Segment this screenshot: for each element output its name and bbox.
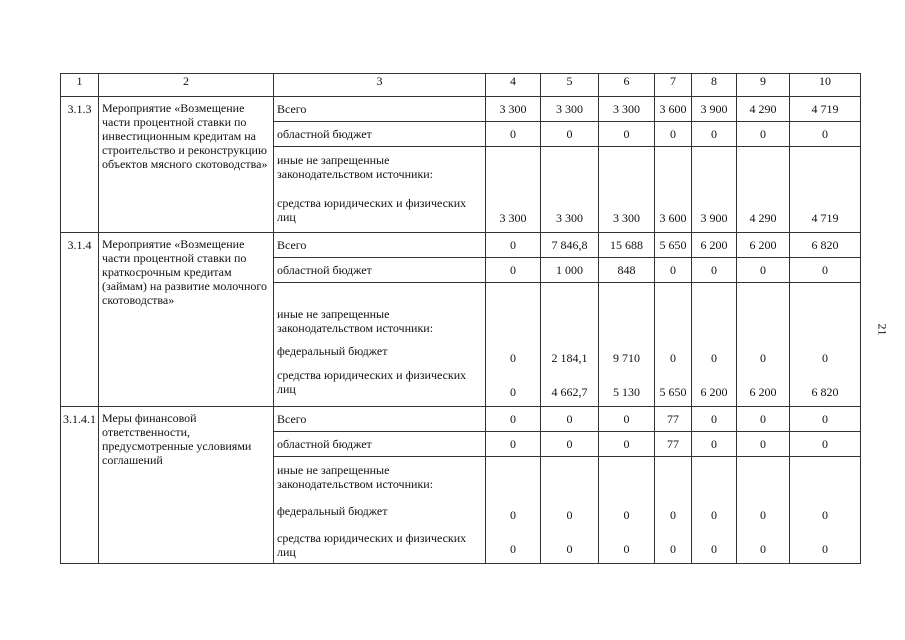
col-header: 6 bbox=[599, 74, 655, 97]
value-cell: 1 000 bbox=[541, 258, 599, 283]
value-cell: 3 300 bbox=[541, 97, 599, 122]
source-other-label: иные не запрещенные законодательством источники: bbox=[277, 463, 434, 491]
value-cell: 0 bbox=[541, 407, 599, 432]
source-label: Всего bbox=[274, 97, 486, 122]
source-other-label: иные не запрещенные законодательством источники: bbox=[277, 153, 434, 181]
legal-value: 0 bbox=[510, 542, 516, 556]
value-cell: 6 200 bbox=[692, 233, 737, 258]
value-cell: 3 600 bbox=[655, 97, 692, 122]
federal-value: 0 bbox=[670, 508, 676, 522]
legal-value: 0 bbox=[623, 542, 630, 556]
value-cell: 0 bbox=[790, 258, 861, 283]
value-cell: 5 650 bbox=[655, 233, 692, 258]
value-cell: 0 bbox=[486, 407, 541, 432]
federal-value: 0 bbox=[623, 508, 630, 522]
value-cell bbox=[599, 457, 655, 564]
legal-value: 4 662,7 bbox=[551, 385, 588, 399]
col-header: 1 bbox=[61, 74, 99, 97]
value-cell: 0 bbox=[486, 258, 541, 283]
value-cell: 3 600 bbox=[655, 147, 692, 233]
value-cell: 0 bbox=[790, 432, 861, 457]
value-cell bbox=[486, 283, 541, 407]
legal-value: 6 200 bbox=[700, 385, 728, 399]
value-cell: 3 300 bbox=[541, 147, 599, 233]
value-cell: 4 719 bbox=[790, 147, 861, 233]
value-cell: 0 bbox=[599, 407, 655, 432]
value-cell: 0 bbox=[737, 432, 790, 457]
federal-value: 0 bbox=[760, 508, 766, 522]
value-cell: 0 bbox=[692, 258, 737, 283]
value-cell: 0 bbox=[541, 122, 599, 147]
legal-value: 5 650 bbox=[659, 385, 687, 399]
value-cell: 0 bbox=[486, 233, 541, 258]
value-cell: 3 900 bbox=[692, 97, 737, 122]
value-cell: 3 900 bbox=[692, 147, 737, 233]
value-cell: 0 bbox=[737, 407, 790, 432]
value-cell: 0 bbox=[655, 122, 692, 147]
value-cell: 0 bbox=[737, 122, 790, 147]
item-name: Мероприятие «Возмещение части процентной ставки по инвестиционным кредитам на строительство и реконструкцию объектов мясного скотоводства» bbox=[99, 97, 274, 233]
value-cell: 0 bbox=[486, 122, 541, 147]
federal-value: 0 bbox=[711, 351, 717, 365]
value-cell: 0 bbox=[737, 258, 790, 283]
value-cell: 3 300 bbox=[486, 97, 541, 122]
source-legal-persons-label: средства юридических и физических лиц bbox=[277, 531, 467, 559]
value-cell bbox=[692, 283, 737, 407]
value-cell: 0 bbox=[541, 432, 599, 457]
federal-value: 0 bbox=[711, 508, 717, 522]
source-label: областной бюджет bbox=[274, 432, 486, 457]
item-name: Меры финансовой ответственности, предусмотренные условиями соглашений bbox=[99, 407, 274, 564]
value-cell bbox=[655, 457, 692, 564]
value-cell: 6 820 bbox=[790, 233, 861, 258]
value-cell: 0 bbox=[692, 432, 737, 457]
federal-value: 0 bbox=[510, 508, 516, 522]
source-legal-persons-label: средства юридических и физических лиц bbox=[277, 196, 467, 224]
source-other-label: иные не запрещенные законодательством источники: bbox=[277, 307, 434, 335]
item-number: 3.1.4 bbox=[61, 233, 99, 407]
value-cell: 77 bbox=[655, 432, 692, 457]
value-cell: 77 bbox=[655, 407, 692, 432]
federal-value: 2 184,1 bbox=[551, 351, 588, 365]
value-cell: 3 300 bbox=[486, 147, 541, 233]
source-label: Всего bbox=[274, 233, 486, 258]
legal-value: 0 bbox=[566, 542, 573, 556]
value-cell bbox=[692, 457, 737, 564]
value-cell bbox=[790, 283, 861, 407]
col-header: 8 bbox=[692, 74, 737, 97]
value-cell: 15 688 bbox=[599, 233, 655, 258]
legal-value: 5 130 bbox=[613, 385, 640, 399]
table-row bbox=[61, 407, 861, 432]
value-cell: 0 bbox=[486, 432, 541, 457]
federal-value: 0 bbox=[510, 351, 516, 365]
legal-value: 0 bbox=[510, 385, 516, 399]
source-label: Всего bbox=[274, 407, 486, 432]
value-cell: 7 846,8 bbox=[541, 233, 599, 258]
col-header: 3 bbox=[274, 74, 486, 97]
item-name: Мероприятие «Возмещение части процентной ставки по краткосрочным кредитам (займам) на развитие молочного скотоводства» bbox=[99, 233, 274, 407]
col-header: 2 bbox=[99, 74, 274, 97]
value-cell: 0 bbox=[692, 407, 737, 432]
value-cell bbox=[541, 283, 599, 407]
header-row bbox=[61, 74, 861, 97]
value-cell: 4 290 bbox=[737, 147, 790, 233]
source-label bbox=[274, 457, 486, 564]
value-cell: 0 bbox=[692, 122, 737, 147]
value-cell bbox=[599, 283, 655, 407]
page-number: 21 bbox=[875, 323, 890, 336]
value-cell: 3 300 bbox=[599, 147, 655, 233]
item-number: 3.1.4.1 bbox=[61, 407, 99, 564]
value-cell bbox=[541, 457, 599, 564]
legal-value: 6 200 bbox=[749, 385, 777, 399]
source-label: областной бюджет bbox=[274, 258, 486, 283]
source-federal-label: федеральный бюджет bbox=[277, 344, 388, 358]
value-cell: 3 300 bbox=[599, 97, 655, 122]
value-cell bbox=[655, 283, 692, 407]
source-label: областной бюджет bbox=[274, 122, 486, 147]
table-row bbox=[61, 97, 861, 122]
value-cell: 0 bbox=[655, 258, 692, 283]
col-header: 4 bbox=[486, 74, 541, 97]
value-cell: 0 bbox=[790, 122, 861, 147]
table-row bbox=[61, 233, 861, 258]
legal-value: 6 820 bbox=[811, 385, 839, 399]
value-cell: 0 bbox=[790, 407, 861, 432]
value-cell: 0 bbox=[599, 122, 655, 147]
federal-value: 0 bbox=[670, 351, 676, 365]
value-cell: 848 bbox=[599, 258, 655, 283]
federal-value: 0 bbox=[760, 351, 766, 365]
legal-value: 0 bbox=[711, 542, 717, 556]
legal-value: 0 bbox=[670, 542, 676, 556]
federal-value: 0 bbox=[822, 508, 828, 522]
col-header: 7 bbox=[655, 74, 692, 97]
source-label bbox=[274, 283, 486, 407]
value-cell bbox=[737, 283, 790, 407]
value-cell bbox=[486, 457, 541, 564]
budget-table bbox=[60, 73, 861, 564]
legal-value: 0 bbox=[822, 542, 828, 556]
col-header: 9 bbox=[737, 74, 790, 97]
value-cell: 0 bbox=[599, 432, 655, 457]
value-cell bbox=[737, 457, 790, 564]
value-cell bbox=[790, 457, 861, 564]
value-cell: 4 719 bbox=[790, 97, 861, 122]
source-federal-label: федеральный бюджет bbox=[277, 504, 388, 518]
value-cell: 6 200 bbox=[737, 233, 790, 258]
source-label bbox=[274, 147, 486, 233]
value-cell: 4 290 bbox=[737, 97, 790, 122]
source-legal-persons-label: средства юридических и физических лиц bbox=[277, 368, 467, 396]
col-header: 10 bbox=[790, 74, 861, 97]
col-header: 5 bbox=[541, 74, 599, 97]
federal-value: 9 710 bbox=[613, 351, 640, 365]
federal-value: 0 bbox=[822, 351, 828, 365]
item-number: 3.1.3 bbox=[61, 97, 99, 233]
legal-value: 0 bbox=[760, 542, 766, 556]
federal-value: 0 bbox=[566, 508, 573, 522]
